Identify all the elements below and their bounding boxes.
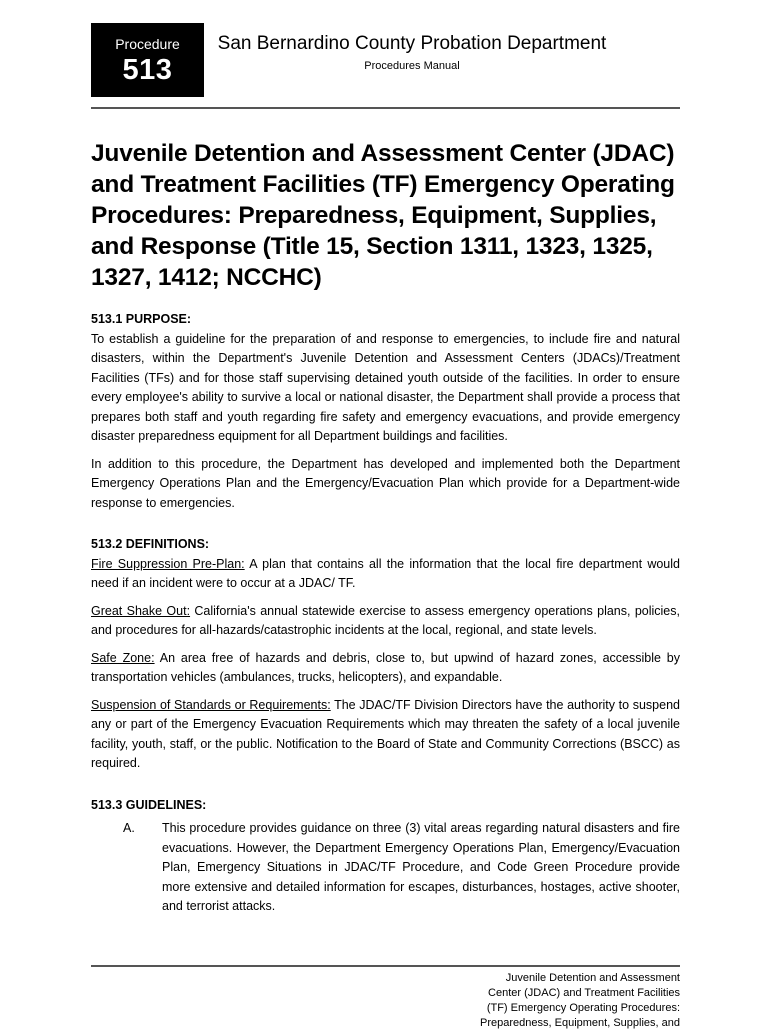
footer-line: (TF) Emergency Operating Procedures:: [486, 1002, 680, 1014]
footer-line: Center (JDAC) and Treatment Facilities: [488, 987, 680, 999]
definitions-heading: 513.2 DEFINITIONS:: [91, 537, 210, 551]
list-marker: A.: [123, 821, 135, 835]
definition-term: Safe Zone:: [91, 650, 155, 665]
guidelines-heading: 513.3 GUIDELINES:: [91, 797, 207, 812]
manual-name: Procedures Manual: [364, 60, 460, 72]
purpose-paragraph-1: To establish a guideline for the preparation of and response to emergencies, to include fire and natural disasters, within the Department's Juvenile Detention and Assessment Centers (JDACs)/Treatment Facilities (TFs) and for those staff supervising detained youth outside of the facilities. In order to ensure every employee's ability to survive a local or national disaster, the Department shall provide a process that prepares both staff and youth regarding fire safety and emergency evacuations, and provide emergency disaster preparedness equipment for all Department buildings and facilities.: [91, 331, 680, 443]
definition-item: [91, 602, 680, 641]
definition-item: [91, 696, 680, 774]
document-title: Juvenile Detention and Assessment Center (JDAC) and Treatment Facilities (TF) Emergency Operating Procedures: Preparedness, Equipment, Supplies, and Response (Title 15, Section 1311, 1323, 1325, 1327, 1412; NCCHC): [91, 140, 675, 291]
definition-item: [91, 555, 680, 594]
purpose-heading: 513.1 PURPOSE:: [91, 312, 192, 326]
badge-label: Procedure: [115, 36, 180, 52]
definition-text: The JDAC/TF Division Directors have the authority to suspend any or part of the Emergency Evacuation Requirements which may threaten the safety of a local juvenile facility, youth, staff, or the public. Notification to the Board of State and Community Corrections (BSCC) as required.: [91, 697, 680, 770]
definition-text: California's annual statewide exercise to assess emergency operations plans, policies, and procedures for all-hazards/catastrophic incidents at the local, regional, and state levels.: [91, 603, 680, 637]
definition-text: An area free of hazards and debris, close to, but upwind of hazard zones, accessible by transportation vehicles (ambulances, trucks, helicopters), and expandable.: [91, 650, 680, 684]
definition-text: A plan that contains all the information that the local fire department would need if an incident were to occur at a JDAC/ TF.: [91, 556, 680, 590]
document-header: [204, 33, 620, 72]
guideline-item: [91, 819, 680, 917]
purpose-paragraph-2: In addition to this procedure, the Department has developed and implemented both the Department Emergency Operations Plan and the Emergency/Evacuation Plan which provide for a Department-wide response to emergencies.: [91, 456, 680, 510]
definition-item: [91, 649, 680, 688]
org-name: San Bernardino County Probation Department: [217, 33, 607, 54]
guideline-text: This procedure provides guidance on three (3) vital areas regarding natural disasters and fire evacuations. However, the Department Emergency Operations Plan, Emergency/Evacuation Plan, Emergency Situations in JDAC/TF Procedure, and Code Green Procedure provide more extensive and detailed information for escapes, disturbances, hostages, active shooter, and terrorist attacks.: [162, 821, 680, 913]
footer-line: Juvenile Detention and Assessment: [505, 972, 680, 984]
procedure-number: 513: [122, 54, 173, 86]
definition-term: Fire Suppression Pre-Plan:: [91, 556, 245, 571]
footer-line: Preparedness, Equipment, Supplies, and: [480, 1017, 680, 1029]
definition-term: Great Shake Out:: [91, 603, 191, 618]
procedure-badge: [91, 23, 204, 97]
page-footer: [440, 971, 680, 1031]
document-body: [91, 310, 680, 917]
footer-divider: [91, 965, 680, 967]
header-divider: [91, 107, 680, 109]
definition-term: Suspension of Standards or Requirements:: [91, 697, 331, 712]
